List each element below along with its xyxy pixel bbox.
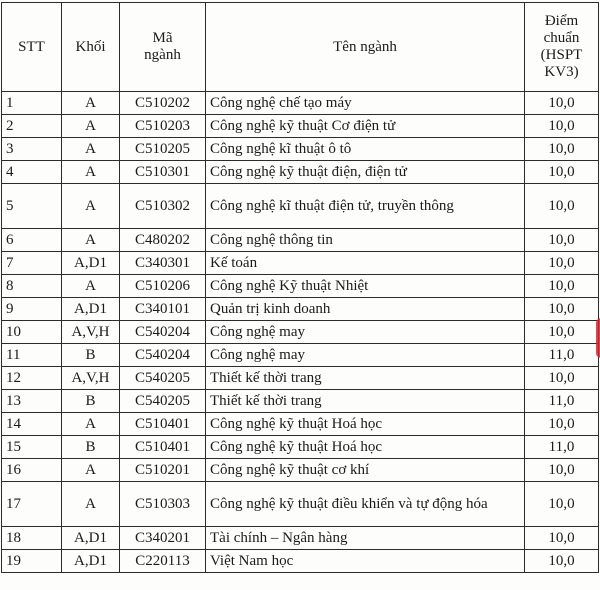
cell-ma-nganh: C340301 <box>120 252 206 275</box>
header-ten-nganh: Tên ngành <box>206 3 525 92</box>
cell-khoi: A <box>62 115 120 138</box>
cell-diem: 10,0 <box>525 229 599 252</box>
table-row <box>2 482 599 527</box>
cell-diem: 10,0 <box>525 161 599 184</box>
cell-ten-nganh: Quản trị kinh doanh <box>206 298 525 321</box>
cell-khoi: A <box>62 161 120 184</box>
cell-diem: 10,0 <box>525 138 599 161</box>
cell-stt: 17 <box>2 482 62 527</box>
cell-ten-nganh: Công nghệ Kỹ thuật Nhiệt <box>206 275 525 298</box>
cell-ten-nganh: Công nghệ kỹ thuật điện, điện tử <box>206 161 525 184</box>
cell-khoi: A <box>62 275 120 298</box>
cell-ten-nganh: Công nghệ kỹ thuật Cơ điện tử <box>206 115 525 138</box>
cell-stt: 7 <box>2 252 62 275</box>
cell-diem: 10,0 <box>525 184 599 229</box>
cell-diem: 10,0 <box>525 459 599 482</box>
table-row <box>2 527 599 550</box>
cell-khoi: A <box>62 184 120 229</box>
header-diem-chuan: Điểm chuẩn (HSPT KV3) <box>525 3 599 92</box>
cell-ten-nganh: Việt Nam học <box>206 550 525 573</box>
table-row <box>2 161 599 184</box>
cell-ma-nganh: C510401 <box>120 436 206 459</box>
cell-diem: 10,0 <box>525 252 599 275</box>
cell-stt: 13 <box>2 390 62 413</box>
cell-khoi: A <box>62 482 120 527</box>
table-row <box>2 436 599 459</box>
cell-stt: 18 <box>2 527 62 550</box>
cell-ten-nganh: Công nghệ may <box>206 344 525 367</box>
table-row <box>2 229 599 252</box>
cell-ma-nganh: C510202 <box>120 92 206 115</box>
cell-diem: 10,0 <box>525 550 599 573</box>
cell-ten-nganh: Tài chính – Ngân hàng <box>206 527 525 550</box>
cell-ten-nganh: Công nghệ kĩ thuật ô tô <box>206 138 525 161</box>
header-ma-nganh: Mã ngành <box>120 3 206 92</box>
cell-khoi: A <box>62 229 120 252</box>
table-row <box>2 367 599 390</box>
cell-ten-nganh: Công nghệ kỹ thuật Hoá học <box>206 413 525 436</box>
cell-ten-nganh: Kế toán <box>206 252 525 275</box>
cell-ma-nganh: C540204 <box>120 321 206 344</box>
cell-stt: 12 <box>2 367 62 390</box>
cell-stt: 4 <box>2 161 62 184</box>
table-row <box>2 298 599 321</box>
cell-diem: 10,0 <box>525 115 599 138</box>
cell-stt: 5 <box>2 184 62 229</box>
table-row <box>2 459 599 482</box>
cell-ma-nganh: C510201 <box>120 459 206 482</box>
cell-ten-nganh: Công nghệ thông tin <box>206 229 525 252</box>
cell-stt: 19 <box>2 550 62 573</box>
cell-ma-nganh: C510203 <box>120 115 206 138</box>
cell-ma-nganh: C510301 <box>120 161 206 184</box>
cell-diem: 11,0 <box>525 390 599 413</box>
table-row <box>2 115 599 138</box>
cell-diem: 10,0 <box>525 413 599 436</box>
cell-ma-nganh: C220113 <box>120 550 206 573</box>
table-row <box>2 344 599 367</box>
table-row <box>2 321 599 344</box>
cell-diem: 10,0 <box>525 367 599 390</box>
cell-ten-nganh: Thiết kế thời trang <box>206 390 525 413</box>
cell-ma-nganh: C540205 <box>120 390 206 413</box>
cell-ten-nganh: Công nghệ chế tạo máy <box>206 92 525 115</box>
table-row <box>2 413 599 436</box>
cell-stt: 1 <box>2 92 62 115</box>
table-row <box>2 550 599 573</box>
table-header-row <box>2 3 599 92</box>
cell-stt: 3 <box>2 138 62 161</box>
cell-stt: 16 <box>2 459 62 482</box>
cell-ten-nganh: Công nghệ kỹ thuật cơ khí <box>206 459 525 482</box>
cell-stt: 10 <box>2 321 62 344</box>
cell-khoi: B <box>62 390 120 413</box>
cell-diem: 10,0 <box>525 298 599 321</box>
cell-khoi: A,D1 <box>62 527 120 550</box>
cell-diem: 11,0 <box>525 344 599 367</box>
cell-diem: 10,0 <box>525 92 599 115</box>
cell-ma-nganh: C340101 <box>120 298 206 321</box>
cell-stt: 2 <box>2 115 62 138</box>
cell-ma-nganh: C510303 <box>120 482 206 527</box>
cell-khoi: A,D1 <box>62 298 120 321</box>
cell-khoi: B <box>62 344 120 367</box>
cell-khoi: A <box>62 413 120 436</box>
cell-ma-nganh: C510302 <box>120 184 206 229</box>
cell-ten-nganh: Công nghệ kĩ thuật điện tử, truyền thông <box>206 184 525 229</box>
admission-scores-table <box>1 2 599 573</box>
cell-diem: 10,0 <box>525 527 599 550</box>
cell-ten-nganh: Công nghệ may <box>206 321 525 344</box>
header-khoi: Khối <box>62 3 120 92</box>
cell-khoi: A <box>62 459 120 482</box>
red-stamp-edge <box>596 318 600 358</box>
cell-ma-nganh: C340201 <box>120 527 206 550</box>
table-row <box>2 275 599 298</box>
cell-ma-nganh: C540204 <box>120 344 206 367</box>
table-row <box>2 252 599 275</box>
cell-diem: 10,0 <box>525 321 599 344</box>
cell-stt: 9 <box>2 298 62 321</box>
table-row <box>2 184 599 229</box>
cell-ma-nganh: C480202 <box>120 229 206 252</box>
table-row <box>2 390 599 413</box>
cell-khoi: A,D1 <box>62 550 120 573</box>
cell-stt: 14 <box>2 413 62 436</box>
cell-ten-nganh: Thiết kế thời trang <box>206 367 525 390</box>
cell-ten-nganh: Công nghệ kỹ thuật điều khiển và tự động hóa <box>206 482 525 527</box>
cell-ma-nganh: C540205 <box>120 367 206 390</box>
cell-khoi: A <box>62 92 120 115</box>
cell-diem: 10,0 <box>525 275 599 298</box>
table-row <box>2 138 599 161</box>
cell-khoi: A,V,H <box>62 367 120 390</box>
cell-diem: 11,0 <box>525 436 599 459</box>
cell-diem: 10,0 <box>525 482 599 527</box>
cell-stt: 8 <box>2 275 62 298</box>
cell-ma-nganh: C510206 <box>120 275 206 298</box>
cell-ma-nganh: C510205 <box>120 138 206 161</box>
table-row <box>2 92 599 115</box>
cell-khoi: A,D1 <box>62 252 120 275</box>
header-stt: STT <box>2 3 62 92</box>
cell-khoi: A <box>62 138 120 161</box>
cell-stt: 6 <box>2 229 62 252</box>
cell-khoi: B <box>62 436 120 459</box>
cell-ma-nganh: C510401 <box>120 413 206 436</box>
cell-ten-nganh: Công nghệ kỹ thuật Hoá học <box>206 436 525 459</box>
cell-stt: 15 <box>2 436 62 459</box>
cell-stt: 11 <box>2 344 62 367</box>
cell-khoi: A,V,H <box>62 321 120 344</box>
